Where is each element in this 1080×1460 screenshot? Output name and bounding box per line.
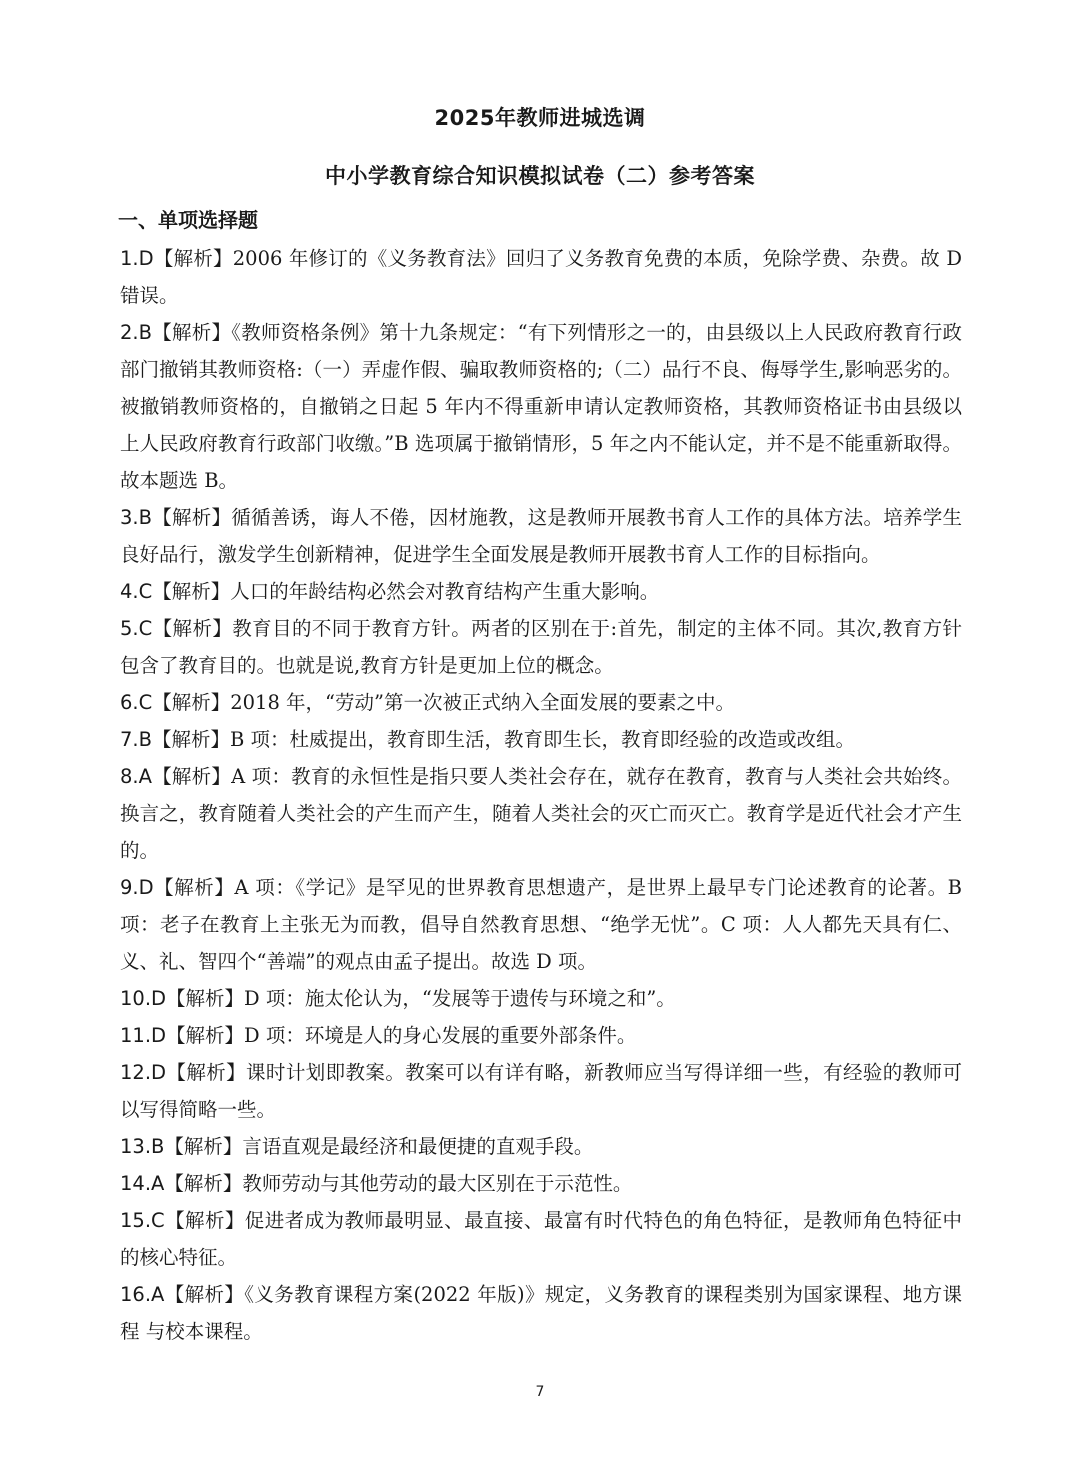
answer-explanation: 【解析】2018 年，“劳动”第一次被正式纳入全面发展的要素之中。 — [152, 691, 735, 714]
answer-item — [120, 1276, 962, 1350]
answer-number: 13.B — [120, 1135, 165, 1158]
answer-number: 11.D — [120, 1024, 167, 1047]
answer-number: 12.D — [120, 1061, 167, 1084]
answer-item — [120, 1165, 962, 1202]
answer-explanation: 【解析】《义务教育课程方案(2022 年版)》规定，义务教育的课程类别为国家课程、地方课程 与校本课程。 — [120, 1283, 962, 1343]
answer-explanation: 【解析】A 项：教育的永恒性是指只要人类社会存在，就存在教育，教育与人类社会共始终。换言之，教育随着人类社会的产生而产生，随着人类社会的灭亡而灭亡。教育学是近代社会才产生的。 — [120, 765, 962, 862]
answer-item — [120, 499, 962, 573]
answer-item — [120, 240, 962, 314]
page-number: 7 — [535, 1384, 545, 1400]
answer-number: 8.A — [120, 765, 152, 788]
answer-item — [120, 980, 962, 1017]
answer-number: 6.C — [120, 691, 153, 714]
answer-explanation: 【解析】D 项：施太伦认为，“发展等于遗传与环境之和”。 — [166, 987, 676, 1010]
answer-explanation: 【解析】言语直观是最经济和最便捷的直观手段。 — [164, 1135, 594, 1158]
answer-item — [120, 758, 962, 869]
answer-number: 14.A — [120, 1172, 165, 1195]
answer-item — [120, 1017, 962, 1054]
answer-explanation: 【解析】2006 年修订的《义务教育法》回归了义务教育免费的本质，免除学费、杂费。故 D 错误。 — [120, 247, 962, 307]
answer-list — [120, 240, 962, 1350]
answer-explanation: 【解析】教育目的不同于教育方针。两者的区别在于:首先，制定的主体不同。其次,教育方针包含了教育目的。也就是说,教育方针是更加上位的概念。 — [120, 617, 962, 677]
answer-item — [120, 721, 962, 758]
answer-explanation: 【解析】D 项：环境是人的身心发展的重要外部条件。 — [166, 1024, 637, 1047]
answer-explanation: 【解析】B 项：杜威提出，教育即生活，教育即生长，教育即经验的改造或改组。 — [151, 728, 856, 751]
answer-explanation: 【解析】《教师资格条例》第十九条规定：“有下列情形之一的，由县级以上人民政府教育行政部门撤销其教师资格:（一）弄虚作假、骗取教师资格的;（二）品行不良、侮辱学生,影响恶劣的。被撤销教师资格的，自撤销之日起 5 年内不得重新申请认定教师资格，其教师资格证书由县级以上人民政府教育行政部门收缴。”B 选项属于撤销情形，5 年之内不能认定，并不是不能重新取得。故本题选 B。 — [120, 321, 962, 492]
answer-number: 2.B — [120, 321, 152, 344]
answer-explanation: 【解析】循循善诱，诲人不倦，因材施教，这是教师开展教书育人工作的具体方法。培养学生良好品行，激发学生创新精神，促进学生全面发展是教师开展教书育人工作的目标指向。 — [120, 506, 962, 566]
answer-number: 7.B — [120, 728, 152, 751]
answer-number: 5.C — [120, 617, 153, 640]
answer-explanation: 【解析】课时计划即教案。教案可以有详有略，新教师应当写得详细一些，有经验的教师可以写得简略一些。 — [120, 1061, 962, 1121]
answer-explanation: 【解析】A 项：《学记》是罕见的世界教育思想遗产，是世界上最早专门论述教育的论著。B 项：老子在教育上主张无为而教，倡导自然教育思想、“绝学无忧”。C 项：人人都先天具有仁、义、礼、智四个“善端”的观点由孟子提出。故选 D 项。 — [120, 876, 962, 973]
answer-number: 10.D — [120, 987, 167, 1010]
document-subtitle: 中小学教育综合知识模拟试卷（二）参考答案 — [325, 164, 755, 188]
answer-item — [120, 684, 962, 721]
answer-item — [120, 314, 962, 499]
answer-explanation: 【解析】促进者成为教师最明显、最直接、最富有时代特色的角色特征，是教师角色特征中的核心特征。 — [120, 1209, 962, 1269]
document-title: 2025年教师进城选调 — [434, 106, 646, 130]
section-heading: 一、单项选择题 — [118, 208, 258, 232]
answer-number: 16.A — [120, 1283, 165, 1306]
answer-item — [120, 869, 962, 980]
answer-item — [120, 610, 962, 684]
answer-item — [120, 573, 962, 610]
answer-number: 9.D — [120, 876, 154, 899]
answer-number: 4.C — [120, 580, 153, 603]
answer-explanation: 【解析】人口的年龄结构必然会对教育结构产生重大影响。 — [152, 580, 660, 603]
answer-number: 15.C — [120, 1209, 165, 1232]
answer-item — [120, 1054, 962, 1128]
answer-item — [120, 1202, 962, 1276]
answer-number: 3.B — [120, 506, 152, 529]
answer-number: 1.D — [120, 247, 154, 270]
answer-explanation: 【解析】教师劳动与其他劳动的最大区别在于示范性。 — [164, 1172, 633, 1195]
answer-item — [120, 1128, 962, 1165]
